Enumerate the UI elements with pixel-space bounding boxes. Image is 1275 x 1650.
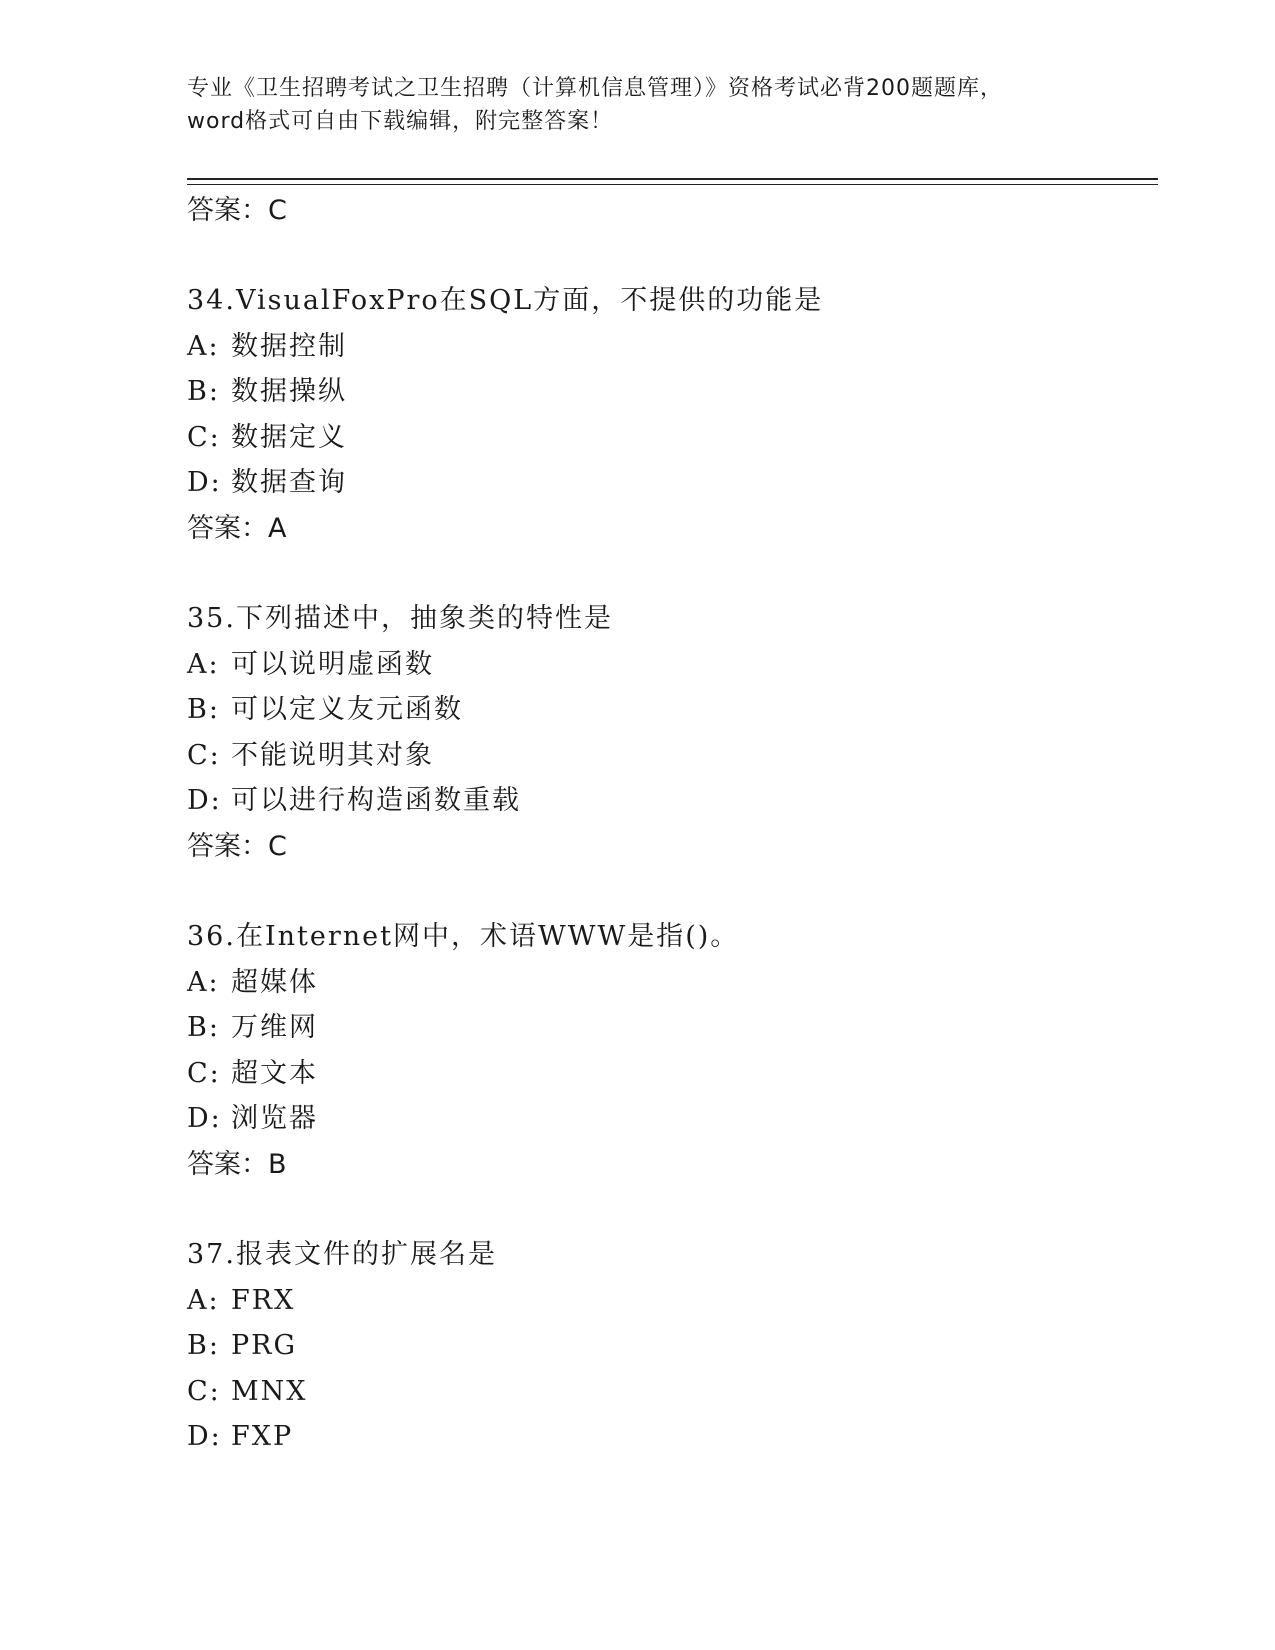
document-header	[187, 72, 1087, 138]
option-c	[187, 1369, 1147, 1415]
option-text: 数据控制	[231, 330, 347, 362]
question-stem: 37.报表文件的扩展名是	[187, 1238, 497, 1270]
option-d	[187, 460, 1147, 506]
option-text: 可以进行构造函数重载	[231, 785, 521, 817]
option-label: B:	[187, 1012, 220, 1044]
question-stem: 35.下列描述中，抽象类的特性是	[187, 602, 613, 634]
option-label: D:	[187, 467, 222, 499]
option-text: FXP	[231, 1421, 294, 1453]
answer-line: 答案：B	[187, 1148, 287, 1180]
option-text: 可以说明虚函数	[231, 648, 434, 680]
option-label: A:	[187, 330, 220, 362]
option-text: MNX	[231, 1375, 308, 1407]
option-text: 可以定义友元函数	[231, 694, 463, 726]
option-label: C:	[187, 1057, 221, 1089]
option-text: 数据定义	[231, 421, 347, 453]
previous-answer: 答案：C	[187, 195, 287, 226]
option-text: 不能说明其对象	[231, 739, 434, 771]
option-label: D:	[187, 1103, 222, 1135]
option-label: C:	[187, 1375, 221, 1407]
option-text: 数据操纵	[231, 376, 347, 408]
question-stem: 34.VisualFoxPro在SQL方面，不提供的功能是	[187, 285, 824, 316]
question-list	[187, 188, 1147, 1460]
answer-line: 答案：A	[187, 512, 287, 544]
option-text: 超文本	[231, 1057, 318, 1089]
header-title-line-1: 专业《卫生招聘考试之卫生招聘（计算机信息管理）》资格考试必背200题题库，	[187, 76, 1003, 101]
option-c	[187, 415, 1147, 461]
option-label: D:	[187, 1421, 222, 1453]
option-text: PRG	[231, 1330, 298, 1362]
option-label: C:	[187, 421, 221, 453]
option-label: B:	[187, 376, 220, 408]
option-label: A:	[187, 966, 220, 998]
header-divider-thin	[187, 184, 1158, 185]
option-a	[187, 1278, 1147, 1324]
option-d	[187, 1096, 1147, 1142]
option-text: 超媒体	[231, 966, 318, 998]
option-d	[187, 778, 1147, 824]
option-label: A:	[187, 1284, 220, 1316]
option-label: C:	[187, 739, 221, 771]
question-stem: 36.在Internet网中，术语WWW是指()。	[187, 920, 740, 952]
option-text: 万维网	[231, 1012, 318, 1044]
option-text: 浏览器	[231, 1103, 318, 1135]
option-d	[187, 1414, 1147, 1460]
question-block	[187, 278, 1147, 552]
option-b	[187, 687, 1147, 733]
header-title-line-2: word格式可自由下载编辑，附完整答案！	[187, 109, 614, 134]
question-block	[187, 914, 1147, 1188]
option-label: D:	[187, 785, 222, 817]
answer-line: 答案：C	[187, 830, 287, 862]
option-a	[187, 324, 1147, 370]
question-block	[187, 1232, 1147, 1460]
option-a	[187, 642, 1147, 688]
option-text: FRX	[231, 1284, 296, 1316]
option-c	[187, 733, 1147, 779]
option-label: B:	[187, 694, 220, 726]
header-divider-thick	[187, 178, 1158, 180]
question-block	[187, 596, 1147, 870]
option-text: 数据查询	[231, 467, 347, 499]
option-b	[187, 1323, 1147, 1369]
option-c	[187, 1051, 1147, 1097]
option-label: B:	[187, 1330, 220, 1362]
option-b	[187, 1005, 1147, 1051]
option-b	[187, 369, 1147, 415]
option-label: A:	[187, 648, 220, 680]
option-a	[187, 960, 1147, 1006]
